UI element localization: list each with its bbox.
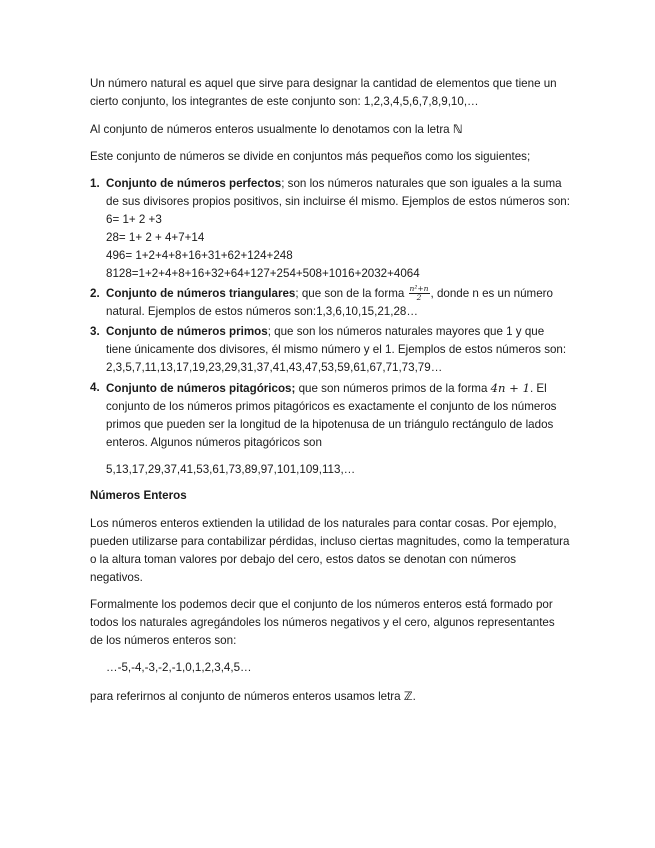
- example-line: 496= 1+2+4+8+16+31+62+124+248: [106, 249, 293, 262]
- list-item-text: ; que son de la forma: [295, 287, 405, 300]
- fraction-formula: [409, 285, 430, 302]
- pythagorean-formula: 4n + 1: [490, 381, 530, 395]
- enteros-sequence: …-5,-4,-3,-2,-1,0,1,2,3,4,5…: [106, 661, 252, 674]
- enteros-paragraph-3-end: .: [412, 690, 416, 703]
- naturals-symbol: ℕ: [452, 122, 463, 136]
- example-line: 8128=1+2+4+8+16+32+64+127+254+508+1016+2032+4064: [106, 267, 420, 280]
- intro-paragraph-3: Este conjunto de números se divide en conjuntos más pequeños como los siguientes;: [90, 150, 531, 163]
- fraction-numerator: n²+n: [409, 284, 429, 294]
- list-item-text: ; que son los números naturales mayores que 1 y que tiene únicamente dos divisores, él mismo número y el 1. Ejemplos de estos números son: 2,3,5,7,11,13,17,19,23,29,31,37,41,43,47,53,59,61,67,71,73,79…: [106, 325, 567, 374]
- list-item-text-after: , donde n es un número natural. Ejemplos de estos números son:1,3,6,10,15,21,28…: [106, 287, 553, 318]
- list-item-title: Conjunto de números perfectos: [106, 177, 282, 190]
- list-item-perfect: [90, 175, 570, 283]
- enteros-paragraph-1: Los números enteros extienden la utilidad de los naturales para contar cosas. Por ejemplo, pueden utilizarse para contabilizar pérdidas, incluso ciertas magnitudes, como la temperatura o la altura toman valores por debajo del cero, estos datos se denotan con números negativos.: [90, 517, 570, 584]
- enteros-paragraph-3: [90, 687, 570, 706]
- list-number: 1.: [90, 177, 100, 190]
- pythagorean-sequence: 5,13,17,29,37,41,53,61,73,89,97,101,109,113,…: [106, 463, 356, 476]
- list-number: 4.: [90, 381, 100, 394]
- fraction-denominator: 2: [416, 293, 422, 303]
- list-item-title: Conjunto de números triangulares: [106, 287, 296, 300]
- intro-paragraph-2-text: Al conjunto de números enteros usualmente lo denotamos con la letra: [90, 123, 450, 136]
- list-number: 2.: [90, 287, 100, 300]
- list-item-text: ; son los números naturales que son iguales a la suma de sus divisores propios positivos, sin incluirse él mismo. Ejemplos de estos números son:: [106, 177, 570, 208]
- list-item-text-after: . El conjunto de los números primos pitagóricos es exactamente el conjunto de los números primos que pueden ser la longitud de la hipotenusa de un triángulo rectángulo de lados enteros. Algunos números pitagóricos son: [106, 382, 557, 449]
- perfect-examples: [106, 211, 570, 283]
- list-item-pythagorean: [90, 379, 570, 479]
- list-item-primes: [90, 323, 570, 377]
- number-sets-list: [90, 175, 570, 479]
- intro-paragraph-2: [90, 120, 570, 139]
- list-number: 3.: [90, 325, 100, 338]
- integers-symbol: ℤ: [403, 689, 413, 703]
- list-item-text: que son números primos de la forma: [295, 382, 488, 395]
- section-heading-enteros: Números Enteros: [90, 489, 187, 502]
- example-line: 28= 1+ 2 + 4+7+14: [106, 231, 205, 244]
- intro-paragraph-1: Un número natural es aquel que sirve para designar la cantidad de elementos que tiene un cierto conjunto, los integrantes de este conjunto son: 1,2,3,4,5,6,7,8,9,10,…: [90, 77, 557, 108]
- example-line: 6= 1+ 2 +3: [106, 213, 162, 226]
- list-item-title: Conjunto de números primos: [106, 325, 268, 338]
- enteros-paragraph-3-text: para referirnos al conjunto de números enteros usamos letra: [90, 690, 401, 703]
- enteros-paragraph-2: Formalmente los podemos decir que el conjunto de los números enteros está formado por todos los naturales agregándoles los números negativos y el cero, algunos representantes de los números enteros son:: [90, 598, 555, 647]
- document-content: [90, 75, 570, 706]
- list-item-triangular: [90, 285, 570, 321]
- list-item-title: Conjunto de números pitagóricos;: [106, 382, 296, 395]
